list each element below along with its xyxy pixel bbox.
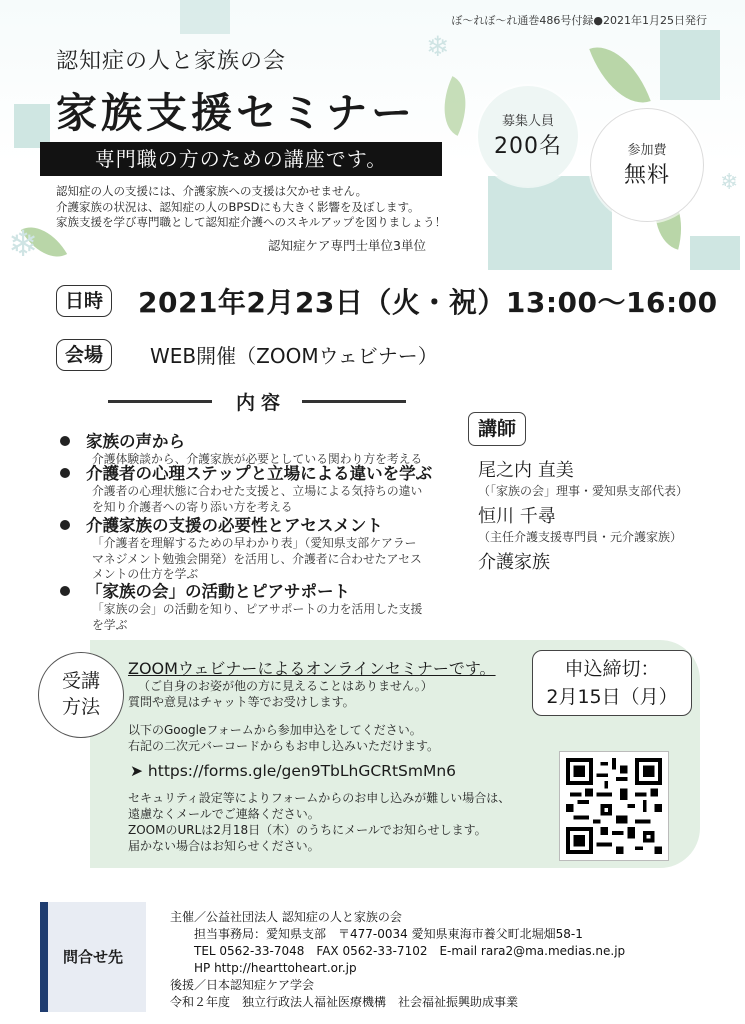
lecturer-name: 恒川 千尋 <box>478 506 556 527</box>
content-item-title: 家族の声から <box>86 432 185 451</box>
lecturer-name: 介護家族 <box>478 552 550 573</box>
snowflake-icon: ❄ <box>8 224 39 265</box>
page-title: 家族支援セミナー <box>56 89 416 137</box>
heading-rule-left <box>108 400 212 403</box>
capacity-label: 募集人員 <box>501 114 554 129</box>
footer-line: 主催／公益社団法人 認知症の人と家族の会 <box>170 910 402 924</box>
content-item-title: 介護者の心理ステップと立場による違いを学ぶ <box>86 464 433 483</box>
content-item-desc: 「家族の会」の活動を知り、ピアサポートの力を活用した支援 を学ぶ <box>92 602 423 632</box>
footer-line: 後援／日本認知症ケア学会 <box>170 978 315 992</box>
application-note: 質問や意見はチャット等でお受けします。 <box>128 695 355 709</box>
intro-line: 認知症の人の支援には、介護家族への支援は欠かせません。 <box>56 184 368 198</box>
fee-value: 無料 <box>623 163 670 188</box>
snowflake-icon: ❄ <box>426 30 450 63</box>
content-item-title: 介護家族の支援の必要性とアセスメント <box>86 516 383 535</box>
content-item-title: 「家族の会」の活動とピアサポート <box>86 582 350 601</box>
bullet-icon <box>60 586 70 596</box>
org-name: 認知症の人と家族の会 <box>56 49 287 74</box>
application-note: （ご自身のお姿が他の方に見えることはありません。） <box>138 679 433 693</box>
footer-line: TEL 0562-33-7048 FAX 0562-33-7102 E-mail rara2@ma.medias.ne.jp <box>170 944 626 958</box>
venue-value: WEB開催（ZOOMウェビナー） <box>150 344 438 368</box>
target-banner: 専門職の方のための講座です。 <box>40 142 442 176</box>
fee-badge <box>590 108 704 222</box>
content-item-desc: 「介護者を理解するための早わかり表」（愛知県支部ケアラー マネジメント勉強会開発）を活用し、介護者に合わせたアセス メントの仕方を学ぶ <box>92 536 422 581</box>
qr-code[interactable] <box>560 752 668 860</box>
deadline-box <box>532 650 692 716</box>
house-decoration <box>488 176 612 270</box>
venue-label: 会場 <box>56 339 112 371</box>
snowflake-icon: ❄ <box>720 170 739 195</box>
fee-label: 参加費 <box>627 143 667 158</box>
publication-line: ぼ～れぼ～れ通巻486号付録●2021年1月25日発行 <box>451 14 707 27</box>
application-notice: ZOOMのURLは2月18日（木）のうちにメールでお知らせします。 <box>128 823 487 837</box>
intro-line: 家族支援を学び専門職として認知症介護へのスキルアップを図りましょう！ <box>56 215 447 229</box>
application-method-badge <box>38 652 124 738</box>
house-decoration <box>660 30 720 100</box>
deadline-date: 2月15日（月） <box>546 686 678 708</box>
content-item <box>60 578 460 633</box>
application-form-line: 以下のGoogleフォームから参加申込をしてください。 <box>128 723 422 737</box>
footer-line: 令和２年度 独立行政法人福祉医療機構 社会福祉振興助成事業 <box>170 995 519 1009</box>
lecturer-role: （主任介護支援専門員・元介護家族） <box>478 530 683 544</box>
bullet-icon <box>60 468 70 478</box>
application-label: 受講 <box>61 670 100 692</box>
application-notice: 届かない場合はお知らせください。 <box>128 839 320 853</box>
lecturer-label: 講師 <box>468 412 526 446</box>
date-label: 日時 <box>56 285 112 317</box>
deadline-label: 申込締切： <box>564 658 660 680</box>
date-value: 2021年2月23日（火・祝）13:00～16:00 <box>138 286 718 319</box>
footer-line: 担当事務局：愛知県支部 〒477-0034 愛知県東海市養父町北堀畑58-1 <box>170 927 583 941</box>
footer-accent <box>40 902 48 1012</box>
footer-line: HP http://hearttoheart.or.jp <box>170 961 357 975</box>
content-item-desc: 介護者の心理状態に合わせた支援と、立場による気持ちの違い を知り介護者への寄り添い方を考える <box>92 484 423 514</box>
intro-text <box>56 184 446 231</box>
heading-rule-right <box>302 400 406 403</box>
lecturer-role: （「家族の会」理事・愛知県支部代表） <box>478 484 689 498</box>
content-item <box>60 460 460 515</box>
application-main-text: ZOOMウェビナーによるオンラインセミナーです。 <box>128 659 496 678</box>
lecturer-name: 尾之内 直美 <box>478 460 574 481</box>
application-form-line: 右記の二次元バーコードからもお申し込みいただけます。 <box>128 739 440 753</box>
capacity-badge <box>478 86 578 186</box>
house-decoration <box>690 236 740 270</box>
intro-line: 介護家族の状況は、認知症の人のBPSDにも大きく影響を及ぼします。 <box>56 199 420 214</box>
capacity-value: 200名 <box>494 134 562 159</box>
bullet-icon <box>60 520 70 530</box>
bullet-icon <box>60 436 70 446</box>
application-notice: 遠慮なくメールでご連絡ください。 <box>128 807 320 821</box>
application-notice: セキュリティ設定等によりフォームからのお申し込みが難しい場合は、 <box>128 791 511 805</box>
credit-note: 認知症ケア専門士単位3単位 <box>268 238 426 253</box>
form-url-link[interactable]: ➤ https://forms.gle/gen9TbLhGCRtSmMn6 <box>130 762 457 780</box>
content-item <box>60 512 460 583</box>
application-label: 方法 <box>61 696 100 718</box>
house-decoration <box>180 0 230 34</box>
content-item-desc: 介護体験談から、介護家族が必要としている関わり方を考える <box>92 452 423 466</box>
contact-label: 問合せ先 <box>40 902 146 1012</box>
content-heading: 内容 <box>236 392 287 414</box>
